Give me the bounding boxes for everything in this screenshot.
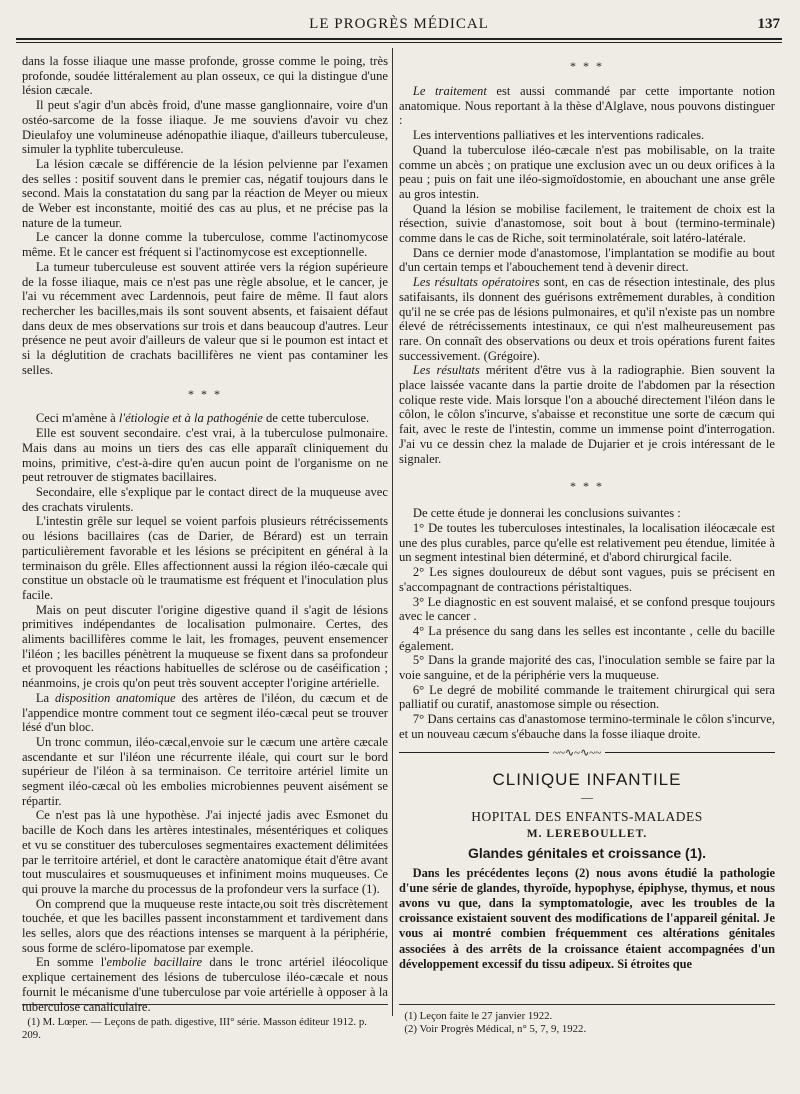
paragraph: On comprend que la muqueuse reste intacte,ou soit très discrètement touchée, et que les bacilles passent inconstamment et tardivement dans les selles, alors que des réactions intenses se marquent à la périphérie, sous forme de scléro-lipomatose par exemple. bbox=[22, 896, 388, 955]
conclusion-item: 6° Le degré de mobilité commande le traitement chirurgical qui sera palliatif ou curatif, anastomose simple ou résection. bbox=[399, 682, 775, 712]
header-rule bbox=[16, 38, 782, 40]
title-dash: — bbox=[581, 789, 593, 804]
footnote-rule bbox=[399, 1004, 775, 1005]
paragraph: Ce n'est pas là une hypothèse. J'ai injecté jadis avec Esmonet du bacille de Koch dans les artères intestinales, mésentériques et coliques et vu se constituer des tuberculoses segmentaires exactement délimitées par le territoire artériel, et dont le caractère anatomique était d'être avant tout musculaires et sousmuqueuses et infiniment moins muqueuses. Ce qui prouve la marche du processus de la profondeur vers la surface (1). bbox=[22, 808, 388, 896]
footnotes-left bbox=[22, 1016, 388, 1041]
paragraph: Quand la lésion se mobilise facilement, le traitement de choix est la résection, suivie d'anastomose, soit bout à bout (termino-terminale) comme dans le cas de Riche, soit terminolatérale, soit latéro-latérale. bbox=[399, 201, 775, 246]
paragraph bbox=[22, 955, 388, 1014]
section-separator: * * * bbox=[570, 59, 604, 73]
paragraph: Les interventions palliatives et les interventions radicales. bbox=[412, 128, 705, 143]
footnote-rule bbox=[22, 1004, 388, 1005]
hospital-name: HOPITAL DES ENFANTS-MALADES bbox=[471, 808, 703, 824]
conclusion-item: 1° De toutes les tuberculoses intestinales, la localisation iléocæcale est une des plus curables, parce qu'elle est relativement peu étendue, limitée à un segment intestinal bien déterminé, et d'abord chirurgical facile. bbox=[399, 520, 775, 565]
italic-run: Le traitement bbox=[412, 84, 487, 98]
paragraph: Un tronc commun, iléo-cæcal,envoie sur le cæcum une artère cæcale ascendante et sur l'iléon une récurrente iléale, qui court sur le bord supérieur de l'iléon à sa terminaison. Ce territoire artériel limite un segment iléo-cæcal où les embolies microbiennes peuvent aisément se répartir. bbox=[22, 734, 388, 808]
paragraph: De cette étude je donnerai les conclusions suivantes : bbox=[412, 506, 681, 521]
paragraph: Le cancer la donne comme la tuberculose, comme l'actinomycose même. Et le cancer est fréquent si l'actinomycose est exceptionnelle. bbox=[22, 230, 388, 260]
text-run: de cette tuberculose. bbox=[262, 411, 370, 426]
lecture-title: Glandes génitales et croissance (1). bbox=[467, 844, 707, 861]
footnotes-right bbox=[399, 1010, 775, 1035]
page-number: 137 bbox=[757, 16, 780, 32]
text-run: dans le tronc artériel iléocolique explique certainement des lésions de tuberculose iléo-cæcale et nous fournit le mécanisme d'une tuberculose par voie artérielle à opposer à la tuberculose canaliculaire. bbox=[22, 955, 389, 1014]
paragraph: Secondaire, elle s'explique par le contact direct de la muqueuse avec des crachats virulents. bbox=[22, 484, 388, 514]
paragraph bbox=[22, 411, 388, 426]
page-header bbox=[16, 14, 782, 36]
text-run: est aussi commandé par cette importante notion anatomique. Nous reportant à la thèse d'Alglave, nous pouvons distinguer : bbox=[399, 84, 775, 128]
footnote: (1) M. Lœper. — Leçons de path. digestive, III° série. Masson éditeur 1912. p. 209. bbox=[22, 1016, 367, 1041]
paragraph bbox=[399, 84, 775, 128]
text-run: méritent d'être vus à la radiographie. Bien souvent la place laissée vacante dans la partie droite de l'abdomen par la résection colique reste vide. Mais lorsque l'on a abouché directement l'iléon dans le côlon, le côlon s'incurve, s'abaisse et reconstitue une sorte de cæcum qui fait, avec le reste de l'intestin, comme un immense point d'interrogation. J'ai vu ce dessin chez la malade de Dujarier et je crois intéressant de le signaler. bbox=[399, 363, 776, 466]
journal-title: LE PROGRÈS MÉDICAL bbox=[309, 16, 489, 32]
italic-run: disposition anatomique bbox=[55, 690, 176, 705]
conclusion-item: 5° Dans la grande majorité des cas, l'inoculation semble se faire par la voie sanguine, et de la périphérie vers la muqueuse. bbox=[399, 653, 775, 683]
divider-ornament: ~~∿~∿~~ bbox=[549, 746, 605, 761]
text-run: Ceci m'amène à bbox=[35, 411, 119, 426]
text-run: La bbox=[35, 690, 55, 705]
footnote: (2) Voir Progrès Médical, n° 5, 7, 9, 1922. bbox=[404, 1022, 587, 1035]
left-column bbox=[22, 54, 388, 1014]
footnote: (1) Leçon faite le 27 janvier 1922. bbox=[404, 1010, 553, 1022]
italic-run: Les résultats opératoires bbox=[412, 275, 540, 290]
paragraph: Il peut s'agir d'un abcès froid, d'une masse ganglionnaire, voire d'un ostéo-sarcome de la fosse iliaque. Je me souviens d'avoir vu chez Dieulafoy une volumineuse adénopathie iliaque, d'ailleurs tuberculeuse, simuler la typhlite tuberculeuse. bbox=[22, 98, 388, 157]
section-divider bbox=[399, 746, 775, 758]
right-column bbox=[399, 54, 775, 972]
paragraph: Dans les précédentes leçons (2) nous avons étudié la pathologie d'une série de glandes, thyroïde, hypophyse, épiphyse, thymus, et nous avons vu que, dans la symptomatologie, avec les troubles de la croissance existaient souvent des modifications de l'appareil génital. Je vous ai montré combien fréquemment ces altérations génitales associées à des arrêts de la croissance étaient accompagnées d'un développement excessif du tissu adipeux. Si étroites que bbox=[399, 865, 775, 971]
header-rule-thin bbox=[16, 42, 782, 43]
conclusion-item: 7° Dans certains cas d'anastomose termino-terminale le côlon s'incurve, et un nouveau cæcum s'ébauche dans la fosse iliaque droite. bbox=[399, 712, 775, 741]
text-run: sont, en cas de résection intestinale, des plus satifaisants, ils donnent des guérisons extrêmement durables, à condition qu'il ne se crée pas de lésions pulmonaires, et qu'il n'existe pas un nombre élevé de rétrécissements intestinaux, ce qui n'est malheureusement pas rare. On connaît des observations ou deux et trois opérations furent faites successivement. (Grégoire). bbox=[399, 275, 776, 363]
author-name: M. LEREBOULLET. bbox=[526, 827, 648, 840]
paragraph: Mais on peut discuter l'origine digestive quand il s'agit de lésions primitives indépendantes de localisation pulmonaire. Certes, des aliments bacillifères comme le lait, les fromages, peuvent ensemencer l'iléon ; les bacilles pénètrent la muqueuse se fixent dans sa profondeur et provoquent les réactions habituelles de sclérose ou de caséification ; néanmoins, je crois qu'on peut très souvent accepter l'origine artérielle. bbox=[22, 602, 388, 691]
paragraph bbox=[22, 691, 388, 735]
italic-run: Les résultats bbox=[412, 363, 480, 378]
italic-run: embolie bacillaire bbox=[106, 955, 203, 970]
conclusion-item: 3° Le diagnostic en est souvent malaisé, et se confond presque toujours avec le cancer . bbox=[399, 594, 775, 624]
paragraph: La lésion cæcale se différencie de la lésion pelvienne par l'examen des selles : positif souvent dans le premier cas, négatif toujours dans le second. Mais la constatation du sang par la réaction de Meyer ou mieux de Weber est inconstante, moitié des cas au plus, et ne précise pas la nature de la tumeur. bbox=[22, 156, 388, 230]
paragraph: Dans ce dernier mode d'anastomose, l'implantation se modifie au bout d'un certain temps et l'abouchement tend à devenir direct. bbox=[399, 245, 775, 275]
text-run: des artères de l'iléon, du cæcum et de l'appendice montre comment tout ce segment iléo-cæcal peut se trouver lésé d'un bloc. bbox=[22, 690, 388, 735]
column-separator bbox=[392, 48, 393, 1016]
paragraph: Elle est souvent secondaire. c'est vrai, à la tuberculose pulmonaire. Mais dans au moins un tiers des cas elle apparaît cliniquement du moins, primitive, c'est-à-dire qu'en aucun point de l'organisme on ne peut retrouver de stigmates bacillaires. bbox=[22, 426, 388, 485]
paragraph: Quand la tuberculose iléo-cæcale n'est pas mobilisable, on la traite comme un abcès ; on pratique une exclusion avec un ou deux orifices à la peau ; puis on fait une iléo-sigmoïdostomie, en abouchant une anse grêle au gros intestin. bbox=[399, 142, 775, 201]
section-separator: * * * bbox=[570, 479, 604, 494]
conclusion-item: 4° La présence du sang dans les selles est incontante , celle du bacille également. bbox=[399, 623, 775, 653]
paragraph bbox=[399, 275, 775, 363]
italic-run: l'étiologie et à la pathogénie bbox=[118, 411, 263, 426]
section-title: CLINIQUE INFANTILE bbox=[492, 769, 682, 789]
conclusion-item: 2° Les signes douloureux de début sont vagues, puis se précisent en s'accompagnant de contractions péristaltiques. bbox=[399, 565, 775, 594]
paragraph: L'intestin grêle sur lequel se voient parfois plusieurs rétrécissements ou lésions bacillaires (cas de Darier, de Bérard) est un terrain particulièrement favorable et les lésions se précipitent en général à la terminaison du grêle. Elles affectionnent aussi la région iléo-cæcale qui constitue un obstacle où le traumatisme est fréquent et l'inoculation plus facile. bbox=[22, 514, 388, 602]
paragraph: La tumeur tuberculeuse est souvent attirée vers la région supérieure de la fosse iliaque, mais ce n'est pas une règle absolue, et le cancer, je l'ai vu récemment avec Lardennois, peut faire de même. Il faut alors rechercher les bacilles,mais ils sont souvent absents, et faisaient défaut dans deux de mes observations sur trois et dans beaucoup d'autres. Leur présence ne peut avoir d'ailleurs de valeur que si le poumon est intact et si la déglutition de crachats bacillifères ne vient pas contaminer les selles. bbox=[22, 259, 388, 377]
paragraph: dans la fosse iliaque une masse profonde, grosse comme le poing, très profonde, soudée littéralement au plan osseux, ce qui la distingue d'une lésion cæcale. bbox=[22, 54, 388, 98]
text-run: En somme l' bbox=[35, 955, 107, 970]
section-separator: * * * bbox=[188, 387, 222, 402]
paragraph bbox=[399, 363, 775, 466]
